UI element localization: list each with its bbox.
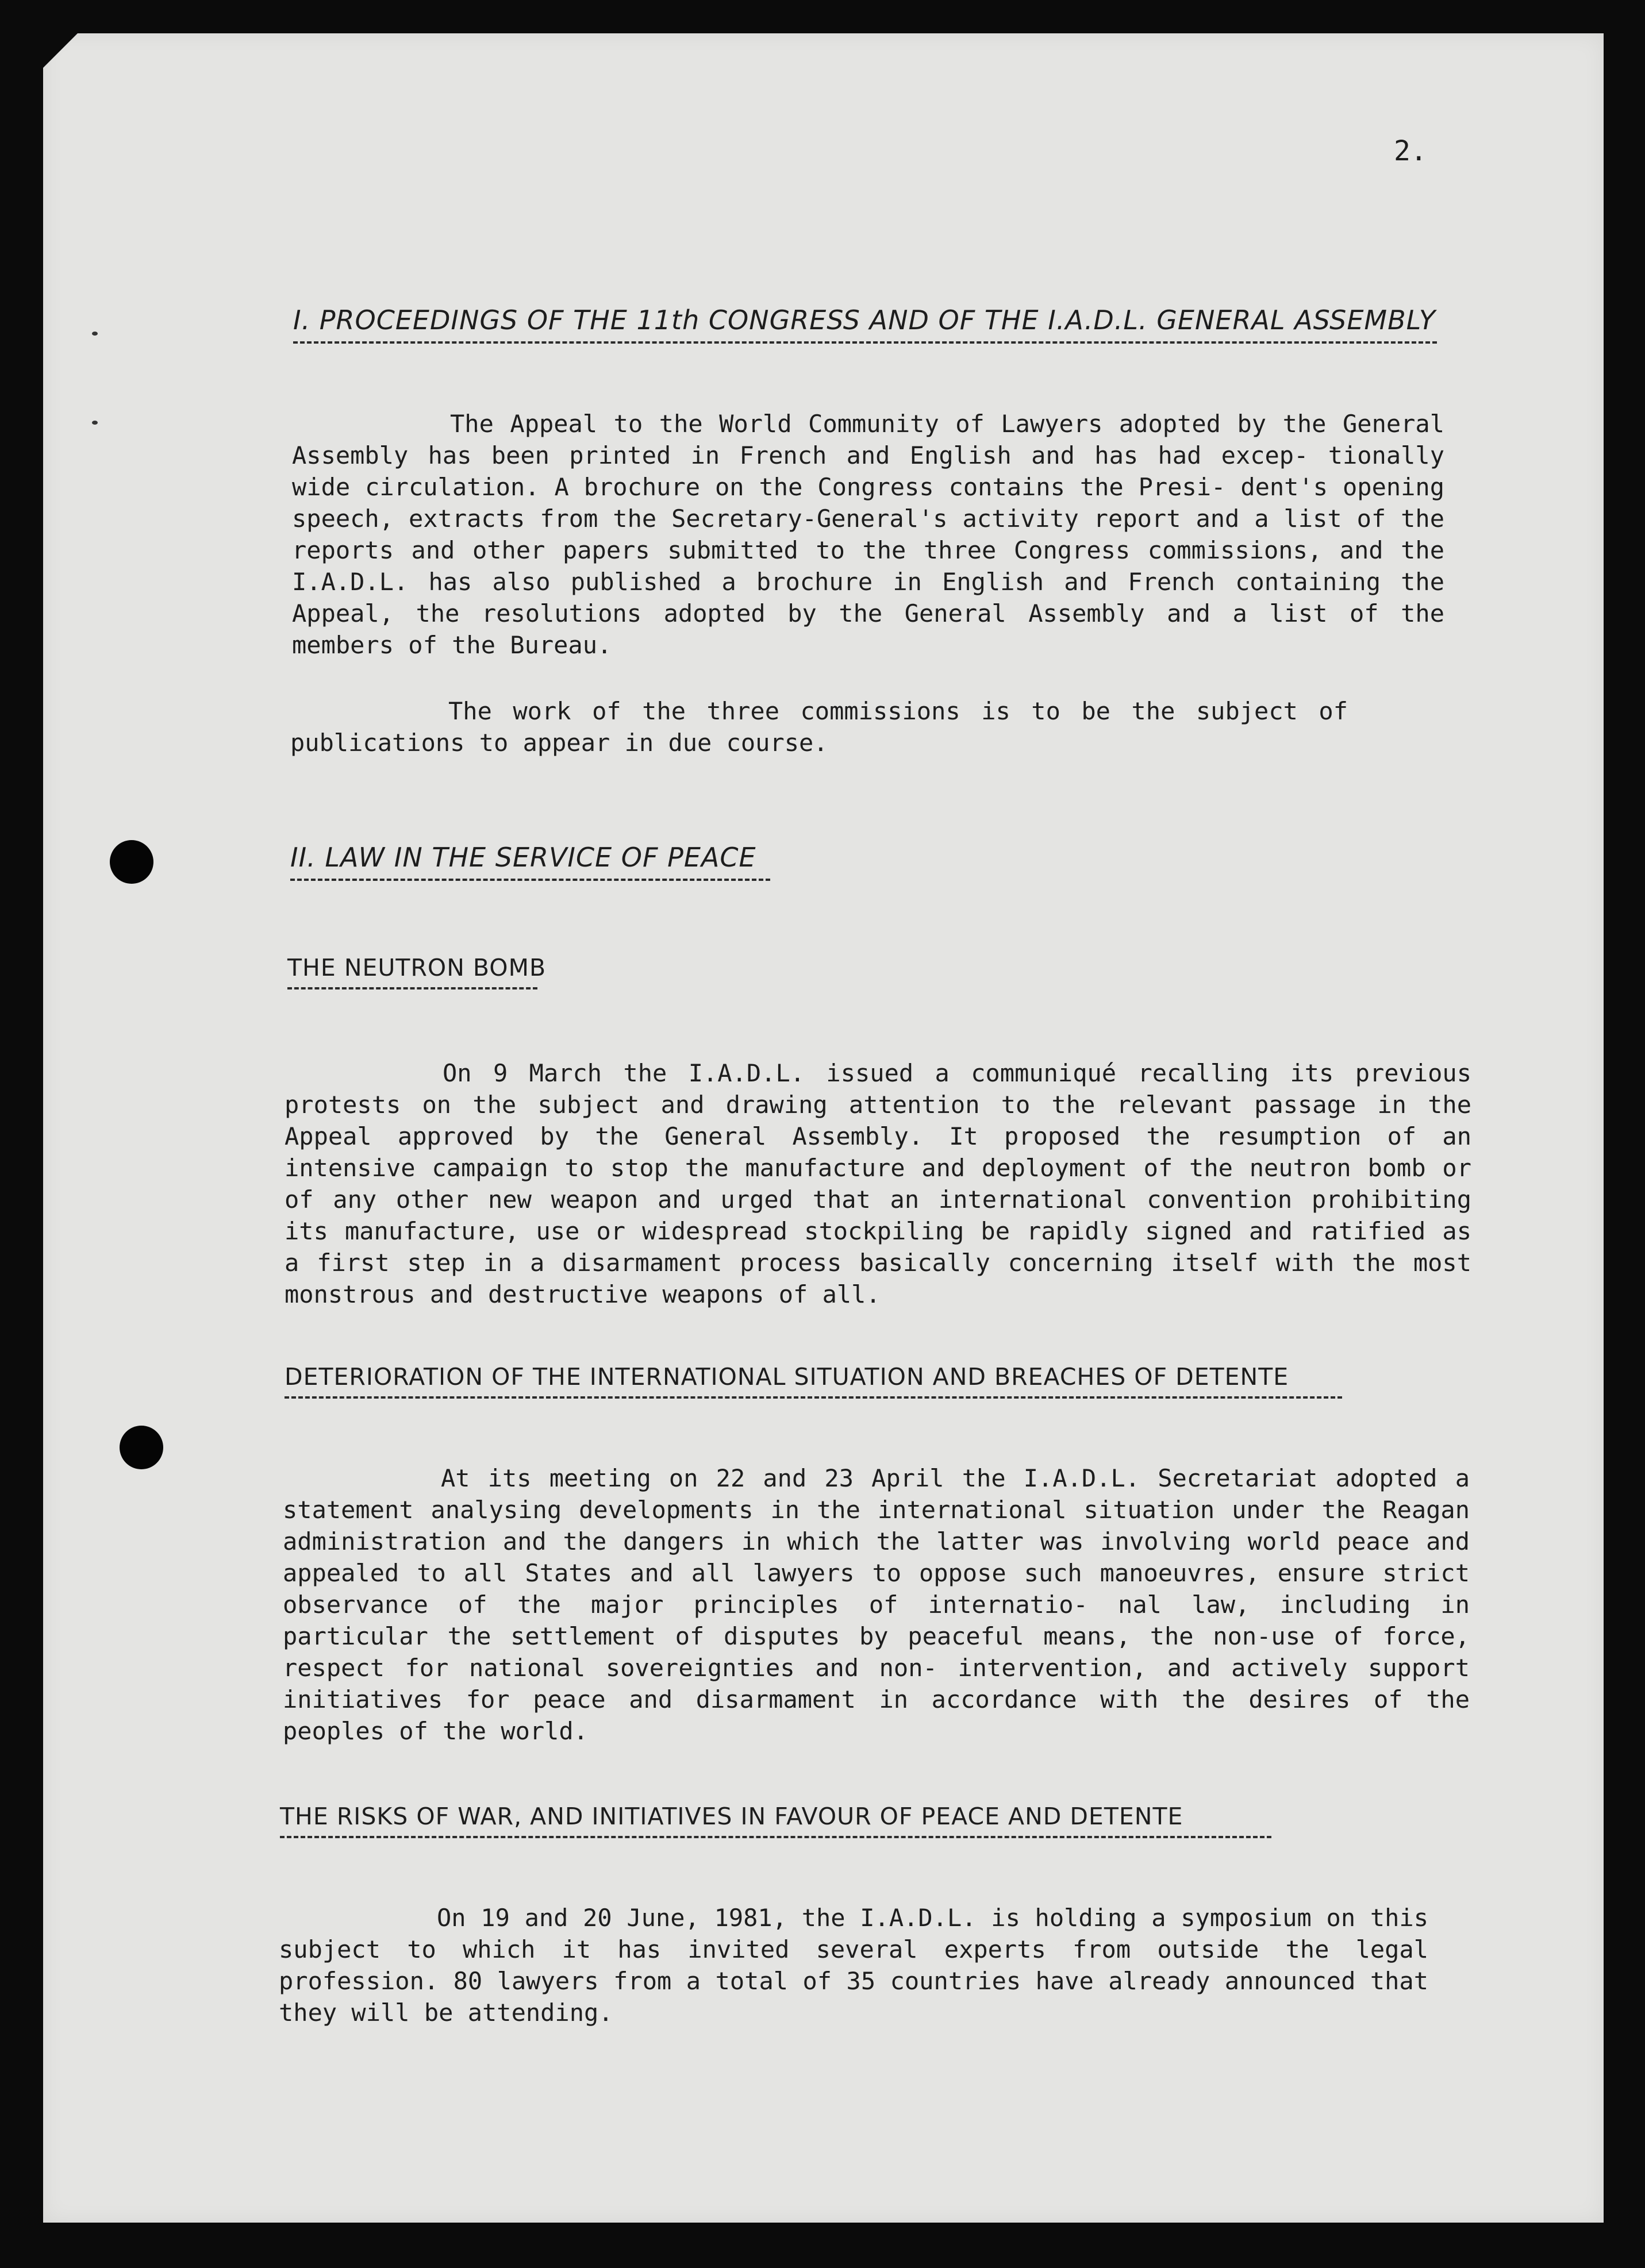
section-1-paragraph-1: The Appeal to the World Community of Lawyers adopted by the General Assembly has been printed in French and English and has had excep- tionally wide circulation. A brochure on the Congress contains the Presi- dent's opening speech, extracts from the Secretary-General's activity report and a list of the reports and other papers submitted to the three Congress commissions, and the I.A.D.L. has also published a brochure in English and French containing the Appeal, the resolutions adopted by the General Assembly and a list of the members of the Bureau. — [292, 410, 1444, 659]
subsection-3-body — [279, 1902, 1428, 2028]
subsection-2-paragraph: At its meeting on 22 and 23 April the I.A.D.L. Secretariat adopted a statement analysing developments in the international situation under the Reagan administration and the dangers in which the latter was involving world peace and appealed to all States and all lawyers to oppose such manoeuvres, ensure strict observance of the major principles of internatio- nal law, including in particular the settlement of disputes by peaceful means, the non-use of force, respect for national sovereignties and non- intervention, and actively support initiatives for peace and disarmament in accordance with the desires of the peoples of the world. — [283, 1464, 1470, 1745]
heading-underline — [290, 879, 770, 881]
heading-underline — [293, 341, 1437, 344]
subsection-2-heading-block — [285, 1363, 1342, 1399]
section-2-heading-block — [290, 842, 770, 881]
heading-underline — [287, 987, 537, 989]
subsection-3-heading: THE RISKS OF WAR, AND INITIATIVES IN FAVOUR OF PEACE AND DETENTE — [280, 1803, 1183, 1830]
folded-corner — [43, 33, 78, 68]
punch-hole-top — [110, 840, 153, 884]
section-1-heading-block — [293, 305, 1437, 344]
subsection-1-body — [285, 1057, 1471, 1310]
subsection-2-heading: DETERIORATION OF THE INTERNATIONAL SITUATION AND BREACHES OF DETENTE — [285, 1363, 1289, 1391]
paper-speck — [92, 332, 98, 336]
section-1-heading: I. PROCEEDINGS OF THE 11th CONGRESS AND OF THE I.A.D.L. GENERAL ASSEMBLY — [293, 305, 1436, 336]
subsection-3-paragraph: On 19 and 20 June, 1981, the I.A.D.L. is holding a symposium on this subject to which it has invited several experts from outside the legal profession. 80 lawyers from a total of 35 countries have already announced that they will be attending. — [279, 1904, 1428, 2027]
section-2-heading: II. LAW IN THE SERVICE OF PEACE — [290, 842, 756, 873]
subsection-3-heading-block — [280, 1803, 1271, 1838]
section-1-body-2 — [290, 695, 1348, 758]
subsection-2-body — [283, 1462, 1470, 1747]
page-number: 2. — [1394, 135, 1427, 167]
subsection-1-heading-block — [287, 954, 547, 989]
section-1-body — [292, 408, 1444, 661]
heading-underline — [280, 1836, 1271, 1838]
heading-underline — [285, 1396, 1342, 1399]
paper-speck — [92, 421, 98, 425]
punch-hole-bottom — [120, 1426, 163, 1469]
section-1-paragraph-2: The work of the three commissions is to be the subject of publications to appear in due course. — [290, 697, 1348, 757]
subsection-1-heading: THE NEUTRON BOMB — [287, 954, 547, 981]
subsection-1-paragraph: On 9 March the I.A.D.L. issued a communiqué recalling its previous protests on the subject and drawing attention to the relevant passage in the Appeal approved by the General Assembly. It proposed the resumption of an intensive campaign to stop the manufacture and deployment of the neutron bomb or of any other new weapon and urged that an international convention prohibiting its manufacture, use or widespread stockpiling be rapidly signed and ratified as a first step in a disarmament process basically concerning itself with the most monstrous and destructive weapons of all. — [285, 1059, 1471, 1308]
